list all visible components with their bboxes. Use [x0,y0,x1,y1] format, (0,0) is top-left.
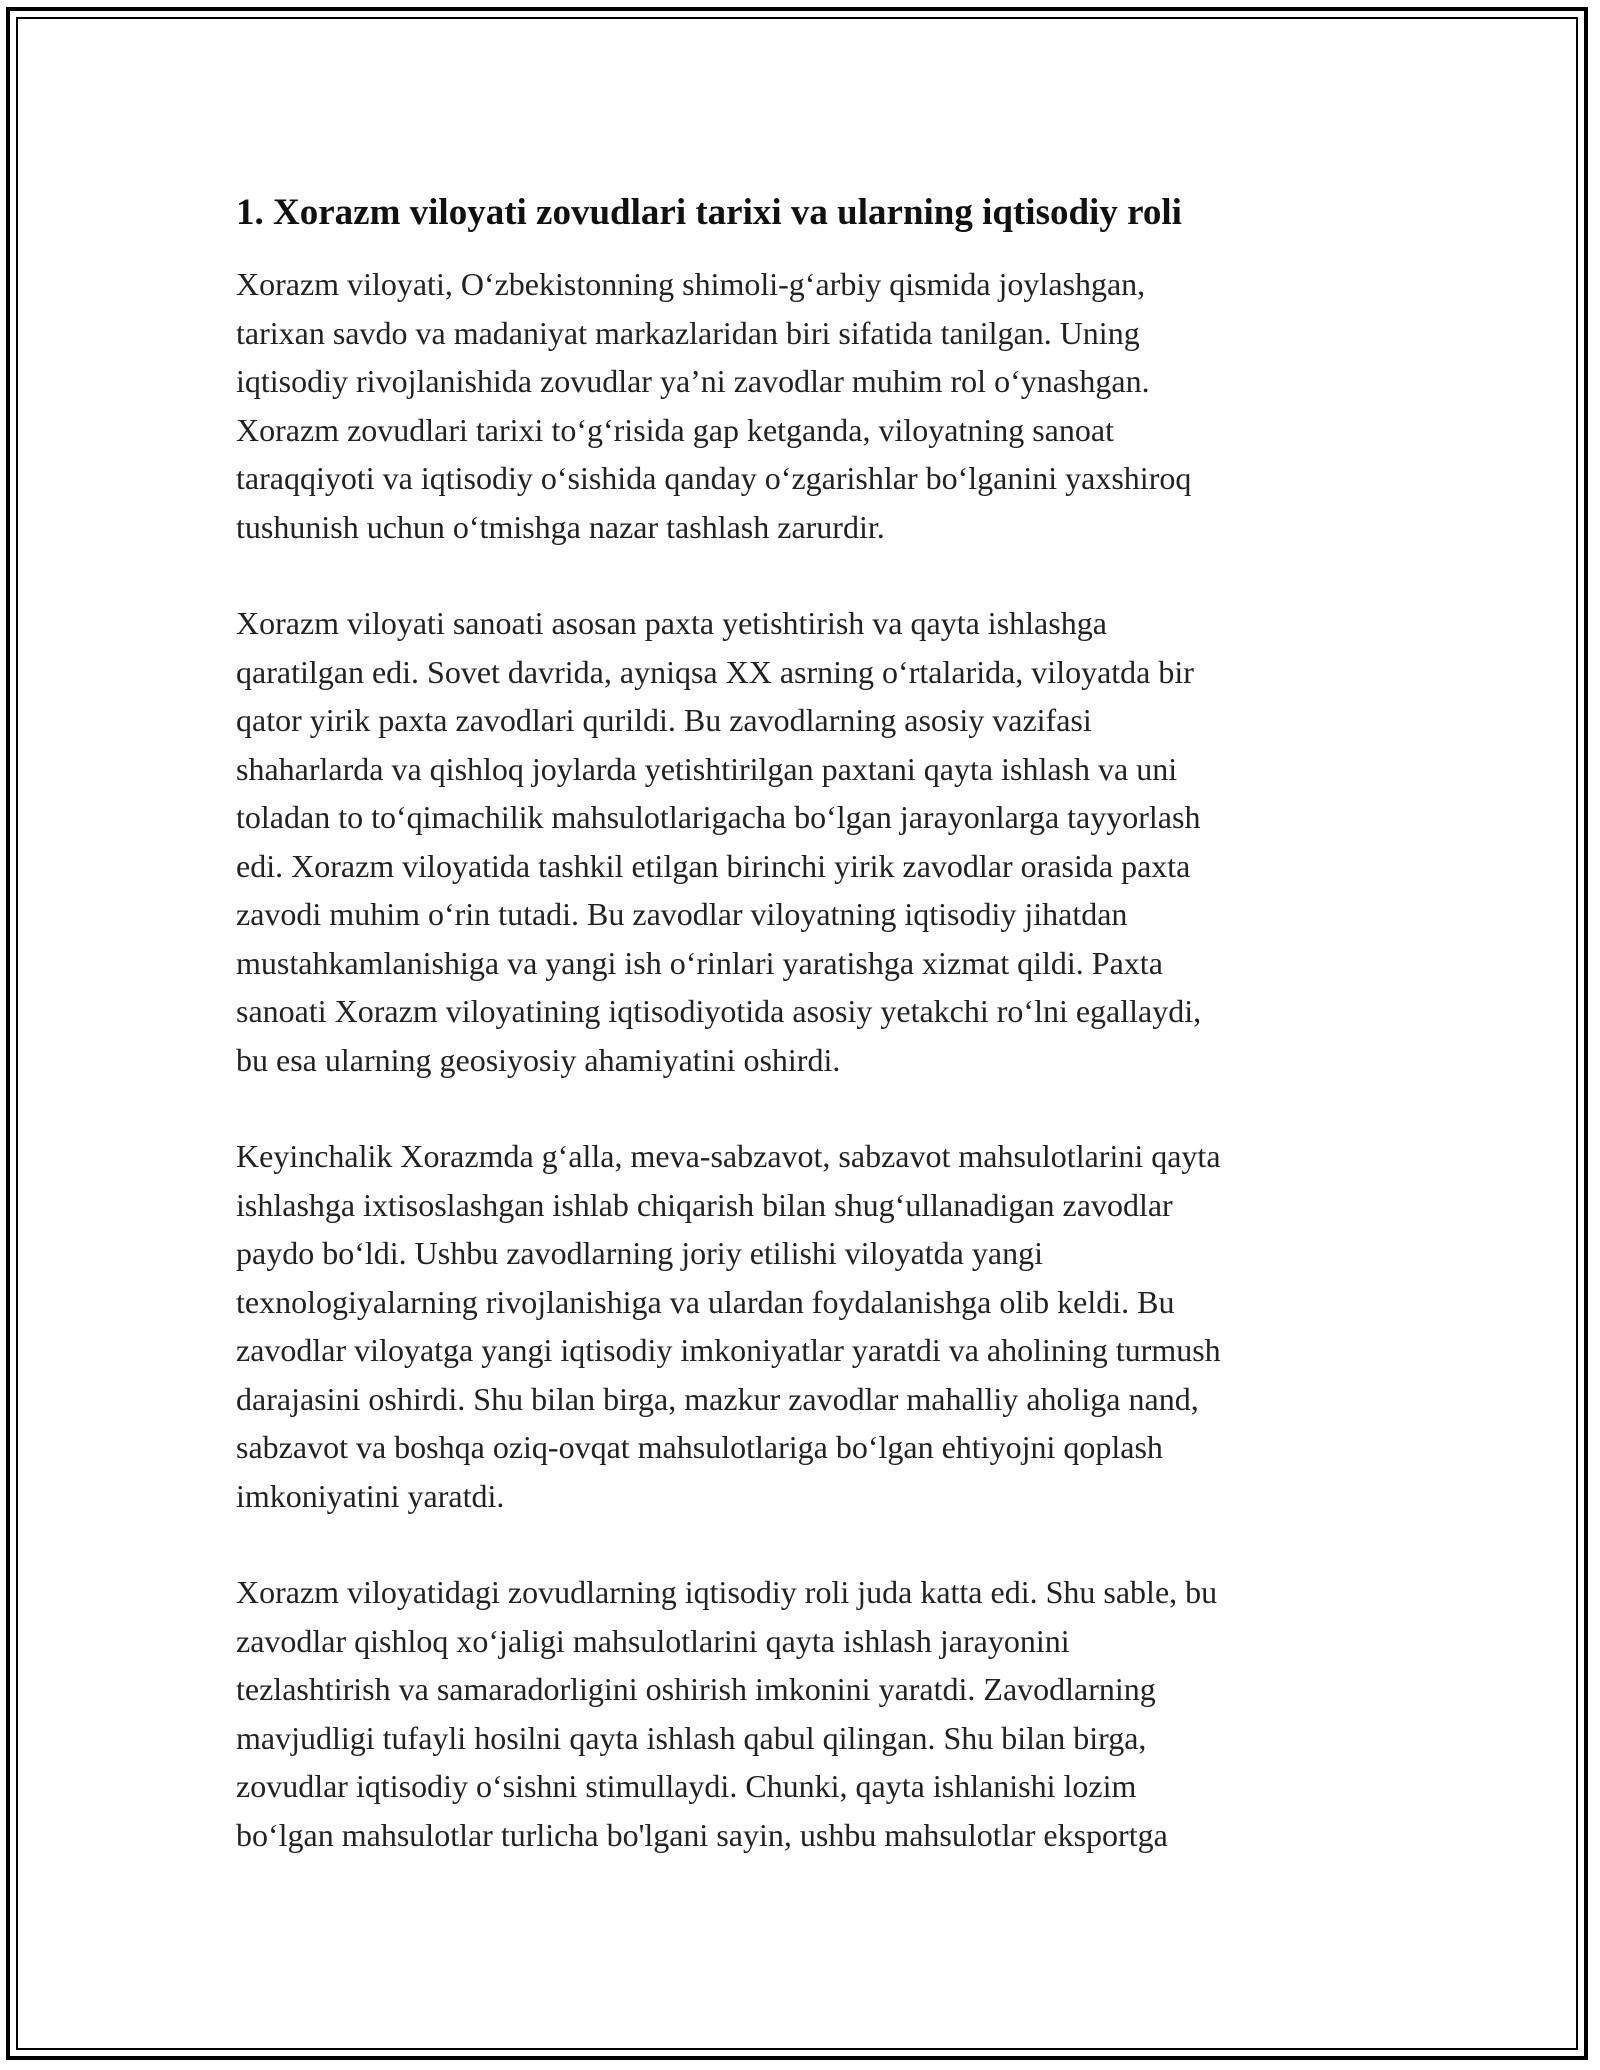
text-line: Xorazm viloyati sanoati asosan paxta yetishtirish va qayta ishlashga [236,605,1107,641]
text-line: Xorazm viloyatidagi zovudlarning iqtisodiy roli juda katta edi. Shu sable, bu [236,1574,1218,1610]
text-line: Xorazm viloyati, O‘zbekistonning shimoli-g‘arbiy qismida joylashgan, [236,266,1146,302]
paragraph-4 [236,1568,1386,1859]
text-line: qaratilgan edi. Sovet davrida, ayniqsa XX asrning o‘rtalarida, viloyatda bir [236,653,1194,690]
text-line: taraqqiyoti va iqtisodiy o‘sishida qanday o‘zgarishlar bo‘lganini yaxshiroq [236,460,1192,496]
text-line: sanoati Xorazm viloyatining iqtisodiyotida asosiy yetakchi ro‘lni egallaydi, [236,993,1202,1029]
text-line: zavodi muhim o‘rin tutadi. Bu zavodlar viloyatning iqtisodiy jihatdan [236,896,1128,932]
text-line: mustahkamlanishiga va yangi ish o‘rinlari yaratishga xizmat qildi. Paxta [236,944,1163,981]
text-line: edi. Xorazm viloyatida tashkil etilgan birinchi yirik zavodlar orasida paxta [236,847,1191,884]
text-line: zavodlar viloyatga yangi iqtisodiy imkoniyatlar yaratdi va aholining turmush [236,1332,1221,1368]
text-line: tarixan savdo va madaniyat markazlaridan biri sifatida tanilgan. Uning [236,314,1140,351]
paragraph-1 [236,260,1386,551]
paragraph-2 [236,599,1386,1084]
text-line: paydo bo‘ldi. Ushbu zavodlarning joriy etilishi viloyatda yangi [236,1235,1043,1271]
section-heading: 1. Xorazm viloyati zovudlari tarixi va ularning iqtisodiy roli [236,192,1182,233]
text-line: Keyinchalik Xorazmda g‘alla, meva-sabzavot, sabzavot mahsulotlarini qayta [236,1138,1221,1174]
text-line: Xorazm zovudlari tarixi to‘g‘risida gap ketganda, viloyatning sanoat [236,411,1114,448]
text-line: iqtisodiy rivojlanishida zovudlar ya’ni zavodlar muhim rol o‘ynashgan. [236,363,1150,399]
text-line: qator yirik paxta zavodlari qurildi. Bu zavodlarning asosiy vazifasi [236,702,1092,738]
text-line: imkoniyatini yaratdi. [236,1477,505,1514]
text-line: zovudlar iqtisodiy o‘sishni stimullaydi. Chunki, qayta ishlanishi lozim [236,1768,1137,1804]
text-line: mavjudligi tufayli hosilni qayta ishlash qabul qilingan. Shu bilan birga, [236,1719,1147,1756]
text-line: bo‘lgan mahsulotlar turlicha bo'lgani sayin, ushbu mahsulotlar eksportga [236,1816,1168,1853]
text-line: texnologiyalarning rivojlanishiga va ulardan foydalanishga olib keldi. Bu [236,1283,1175,1320]
paragraph-3 [236,1132,1386,1520]
text-line: darajasini oshirdi. Shu bilan birga, mazkur zavodlar mahalliy aholiga nand, [236,1380,1199,1417]
text-line: tushunish uchun o‘tmishga nazar tashlash zarurdir. [236,508,885,545]
text-line: sabzavot va boshqa oziq-ovqat mahsulotlariga bo‘lgan ehtiyojni qoplash [236,1429,1163,1465]
text-line: ishlashga ixtisoslashgan ishlab chiqarish bilan shug‘ullanadigan zavodlar [236,1186,1173,1223]
document-body [236,188,1386,1907]
text-line: shaharlarda va qishloq joylarda yetishtirilgan paxtani qayta ishlash va uni [236,750,1178,787]
text-line: tezlashtirish va samaradorligini oshirish imkonini yaratdi. Zavodlarning [236,1671,1156,1707]
text-line: toladan to to‘qimachilik mahsulotlarigacha bo‘lgan jarayonlarga tayyorlash [236,799,1201,835]
text-line: zavodlar qishloq xo‘jaligi mahsulotlarini qayta ishlash jarayonini [236,1622,1070,1659]
text-line: bu esa ularning geosiyosiy ahamiyatini oshirdi. [236,1041,841,1078]
